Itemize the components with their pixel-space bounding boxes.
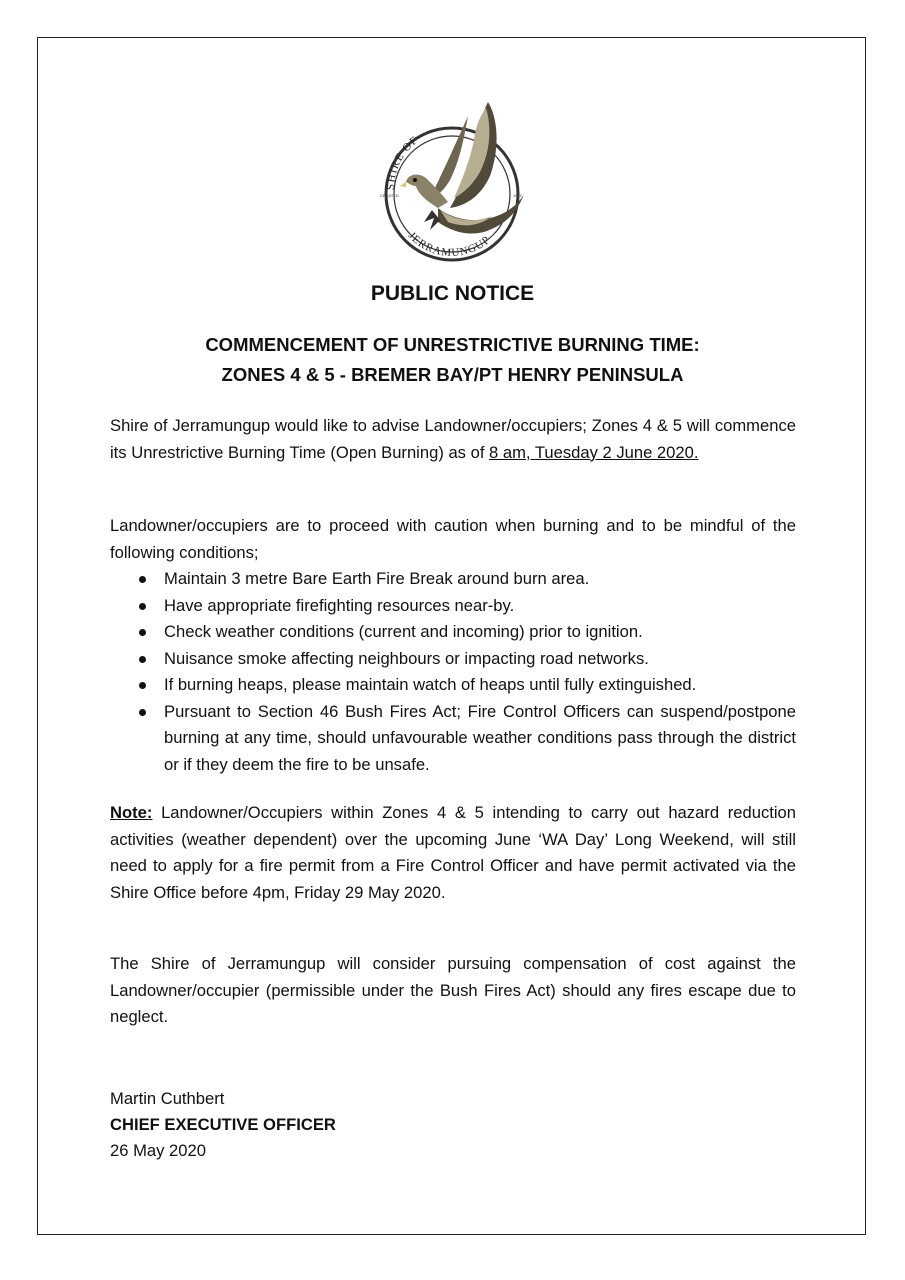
- list-item-text: Have appropriate firefighting resources near-by.: [164, 595, 515, 615]
- notice-subtitle-1: COMMENCEMENT OF UNRESTRICTIVE BURNING TIME:: [205, 334, 700, 355]
- signature-date: 26 May 2020: [110, 1141, 206, 1160]
- bullet-icon: [139, 576, 146, 583]
- list-item-text: Check weather conditions (current and incoming) prior to ignition.: [164, 622, 643, 641]
- conditions-lead: Landowner/occupiers are to proceed with caution when burning and to be mindful of the following conditions;: [110, 516, 796, 562]
- bullet-icon: [139, 656, 146, 663]
- bullet-icon: [139, 682, 146, 689]
- note-paragraph: [110, 800, 796, 906]
- note-label: Note:: [110, 803, 153, 822]
- intro-paragraph: [110, 413, 796, 466]
- logo-right-text: 1982: [513, 193, 522, 198]
- list-item: [110, 593, 796, 620]
- list-item-text: Pursuant to Section 46 Bush Fires Act; Fire Control Officers can suspend/postpone burning at any time, should unfavourable weather conditions pass through the district or if they deem the fire to be unsafe.: [164, 701, 796, 774]
- logo-top-text: SHIRE OF: [384, 134, 421, 191]
- list-item: [110, 699, 796, 779]
- list-item-text: If burning heaps, please maintain watch of heaps until fully extinguished.: [164, 675, 697, 694]
- list-item: [110, 646, 796, 673]
- eagle-emblem: [400, 102, 524, 234]
- bullet-icon: [139, 629, 146, 636]
- list-item-text: Maintain 3 metre Bare Earth Fire Break around burn area.: [164, 569, 590, 588]
- logo-left-text: CREATED: [380, 193, 399, 198]
- note-text: Landowner/Occupiers within Zones 4 & 5 intending to carry out hazard reduction activities (weather dependent) over the upcoming June ‘WA Day’ Long Weekend, will still need to apply for a fire permit from a Fire Control Officer and have permit activated via the Shire Office before 4pm, Friday 29 May 2020.: [110, 803, 796, 902]
- bullet-icon: [139, 709, 146, 716]
- conditions-list: [110, 566, 796, 778]
- list-item-text: Nuisance smoke affecting neighbours or impacting road networks.: [164, 648, 649, 668]
- intro-text: Shire of Jerramungup would like to advise Landowner/occupiers; Zones 4 & 5 will commence its Unrestrictive Burning Time (Open Burning) as of: [110, 416, 796, 462]
- list-item: [110, 566, 796, 593]
- signatory-title: CHIEF EXECUTIVE OFFICER: [110, 1115, 336, 1134]
- notice-subtitle-2: ZONES 4 & 5 - BREMER BAY/PT HENRY PENINSULA: [221, 364, 684, 385]
- notice-title: PUBLIC NOTICE: [370, 282, 535, 305]
- warning-paragraph: The Shire of Jerramungup will consider pursuing compensation of cost against the Landowner/occupier (permissible under the Bush Fires Act) should any fires escape due to neglect.: [110, 954, 796, 1026]
- bullet-icon: [139, 603, 146, 610]
- list-item: [110, 672, 796, 699]
- signatory-name: Martin Cuthbert: [110, 1089, 225, 1108]
- commencement-date: 8 am, Tuesday 2 June 2020.: [489, 442, 699, 462]
- list-item: [110, 619, 796, 646]
- shire-of-jerramungup-logo: [368, 98, 536, 268]
- logo-bottom-text: JERRAMUNGUP: [405, 229, 493, 260]
